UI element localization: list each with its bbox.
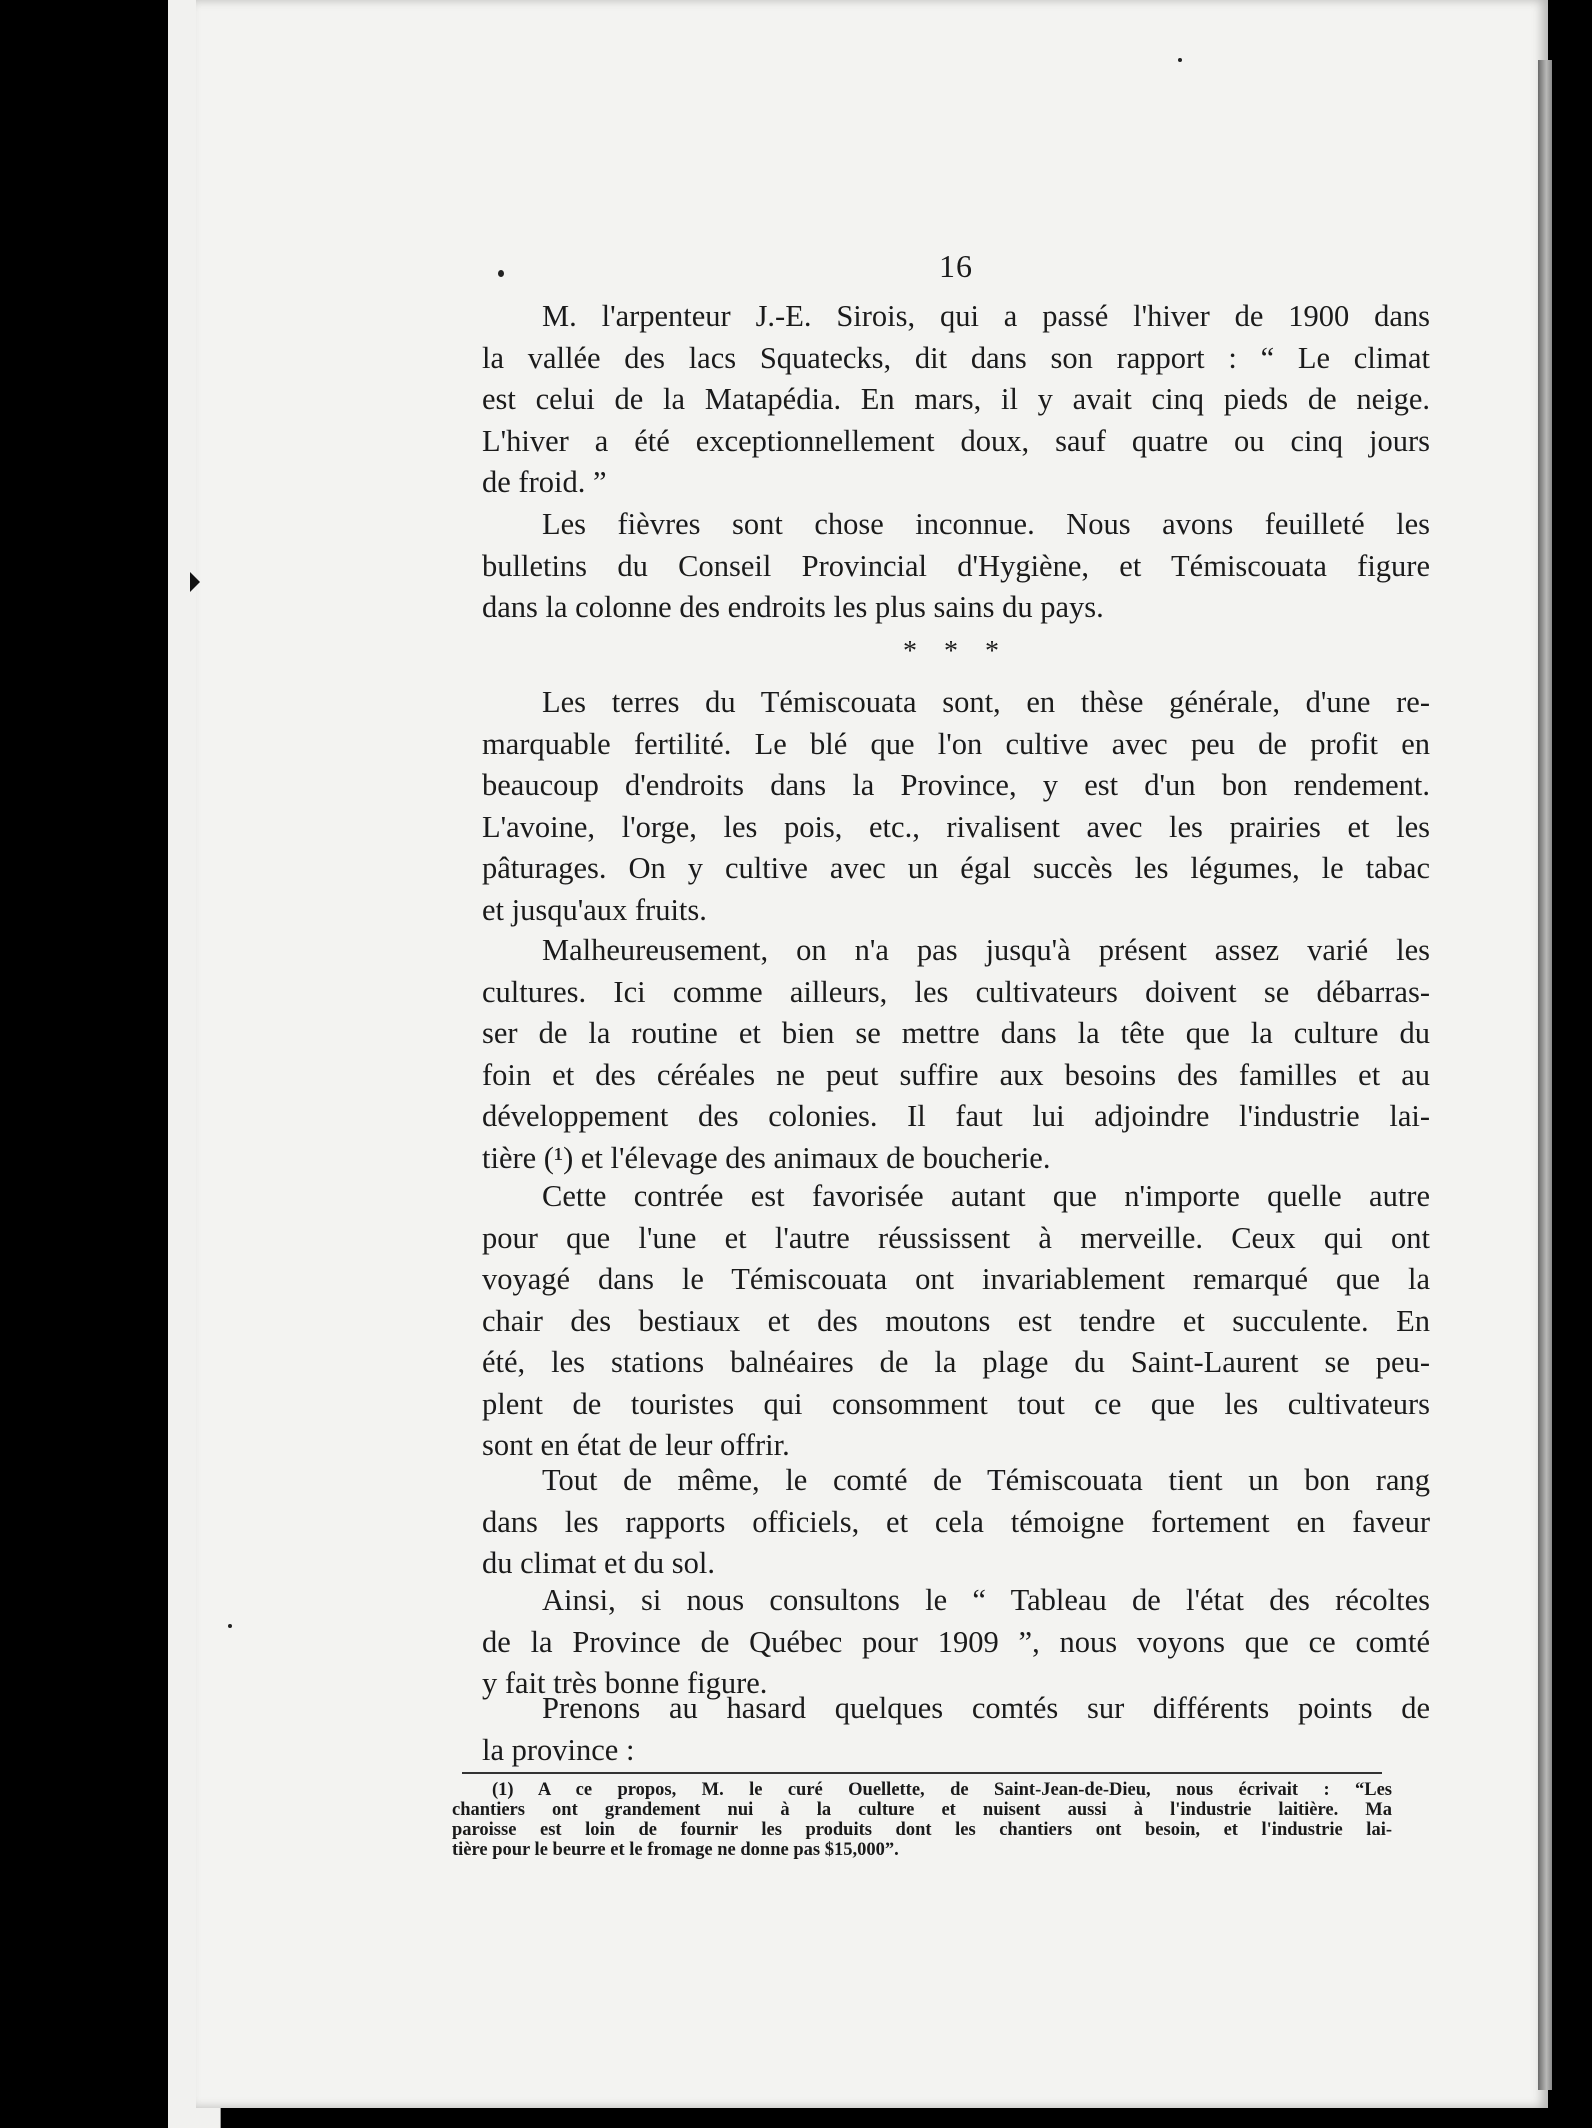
text-line: dans les rapports officiels, et cela témoigne fortement en faveur <box>482 1504 1430 1539</box>
text-line: foin et des céréales ne peut suffire aux besoins des familles et au <box>482 1057 1430 1092</box>
page-right-edge <box>1538 60 1552 2090</box>
text-line: été, les stations balnéaires de la plage du Saint-Laurent se peu- <box>482 1345 1430 1379</box>
text-line: Ainsi, si nous consultons le “ Tableau de l'état des récoltes <box>542 1583 1430 1617</box>
text-line: marquable fertilité. Le blé que l'on cultive avec peu de profit en <box>482 726 1430 761</box>
footnote-line: (1) A ce propos, M. le curé Ouellette, de Saint-Jean-de-Dieu, nous écrivait : “Les <box>492 1780 1392 1800</box>
text-line: Malheureusement, on n'a pas jusqu'à présent assez varié les <box>542 933 1430 967</box>
text-line: Cette contrée est favorisée autant que n'importe quelle autre <box>542 1179 1430 1213</box>
text-line: L'hiver a été exceptionnellement doux, sauf quatre ou cinq jours <box>482 423 1430 458</box>
text-line: est celui de la Matapédia. En mars, il y avait cinq pieds de neige. <box>482 382 1430 416</box>
text-line: beaucoup d'endroits dans la Province, y est d'un bon rendement. <box>482 768 1430 802</box>
text-line: cultures. Ici comme ailleurs, les cultivateurs doivent se débarras- <box>482 974 1430 1009</box>
paragraph-1 <box>482 296 1430 504</box>
footnote-line: tière pour le beurre et le fromage ne donne pas $15,000”. <box>452 1840 899 1860</box>
section-asterism: * * * <box>903 636 1009 667</box>
text-line: sont en état de leur offrir. <box>482 1428 790 1462</box>
text-line: plent de touristes qui consomment tout ce que les cultivateurs <box>482 1386 1430 1421</box>
text-line: Les fièvres sont chose inconnue. Nous avons feuilleté les <box>542 507 1430 541</box>
text-line: y fait très bonne figure. <box>482 1666 768 1700</box>
text-line: développement des colonies. Il faut lui adjoindre l'industrie lai- <box>482 1099 1430 1133</box>
paragraph-7 <box>482 1580 1430 1705</box>
ink-speck <box>1178 58 1182 62</box>
text-line: voyagé dans le Témiscouata ont invariablement remarqué que la <box>482 1262 1430 1296</box>
text-line: et jusqu'aux fruits. <box>482 892 707 927</box>
text-line: pâturages. On y cultive avec un égal succès les légumes, le tabac <box>482 851 1430 885</box>
text-line: Prenons au hasard quelques comtés sur différents points de <box>542 1691 1430 1725</box>
footnote <box>452 1780 1392 1860</box>
text-line: la vallée des lacs Squatecks, dit dans son rapport : “ Le climat <box>482 340 1430 375</box>
text-line: Tout de même, le comté de Témiscouata tient un bon rang <box>542 1463 1430 1497</box>
text-line: dans la colonne des endroits les plus sains du pays. <box>482 590 1104 624</box>
text-line: du climat et du sol. <box>482 1546 715 1580</box>
paragraph-8 <box>482 1688 1430 1771</box>
ink-speck <box>228 1624 232 1628</box>
paragraph-4 <box>482 930 1430 1179</box>
footnote-line: paroisse est loin de fournir les produits dont les chantiers ont besoin, et l'industrie lai- <box>452 1820 1392 1840</box>
text-line: pour que l'une et l'autre réussissent à merveille. Ceux qui ont <box>482 1220 1430 1255</box>
text-line: de froid. ” <box>482 465 607 499</box>
text-line: tière (¹) et l'élevage des animaux de boucherie. <box>482 1140 1051 1175</box>
footnote-rule <box>462 1772 1382 1774</box>
paragraph-3 <box>482 682 1430 931</box>
paragraph-6 <box>482 1460 1430 1585</box>
page-number: 16 <box>939 248 973 284</box>
text-line: Les terres du Témiscouata sont, en thèse générale, d'une re- <box>542 685 1430 719</box>
text-line: chair des bestiaux et des moutons est tendre et succulente. En <box>482 1303 1430 1338</box>
paragraph-2 <box>482 504 1430 629</box>
text-line: ser de la routine et bien se mettre dans la tête que la culture du <box>482 1016 1430 1050</box>
page-left-notch <box>190 572 200 592</box>
text-line: L'avoine, l'orge, les pois, etc., rivalisent avec les prairies et les <box>482 809 1430 844</box>
paragraph-5 <box>482 1176 1430 1467</box>
footnote-line: chantiers ont grandement nui à la culture et nuisent aussi à l'industrie laitière. Ma <box>452 1800 1392 1820</box>
text-line: la province : <box>482 1732 635 1767</box>
text-line: bulletins du Conseil Provincial d'Hygiène, et Témiscouata figure <box>482 548 1430 583</box>
text-line: de la Province de Québec pour 1909 ”, nous voyons que ce comté <box>482 1624 1430 1659</box>
text-line: M. l'arpenteur J.-E. Sirois, qui a passé l'hiver de 1900 dans <box>542 299 1430 333</box>
